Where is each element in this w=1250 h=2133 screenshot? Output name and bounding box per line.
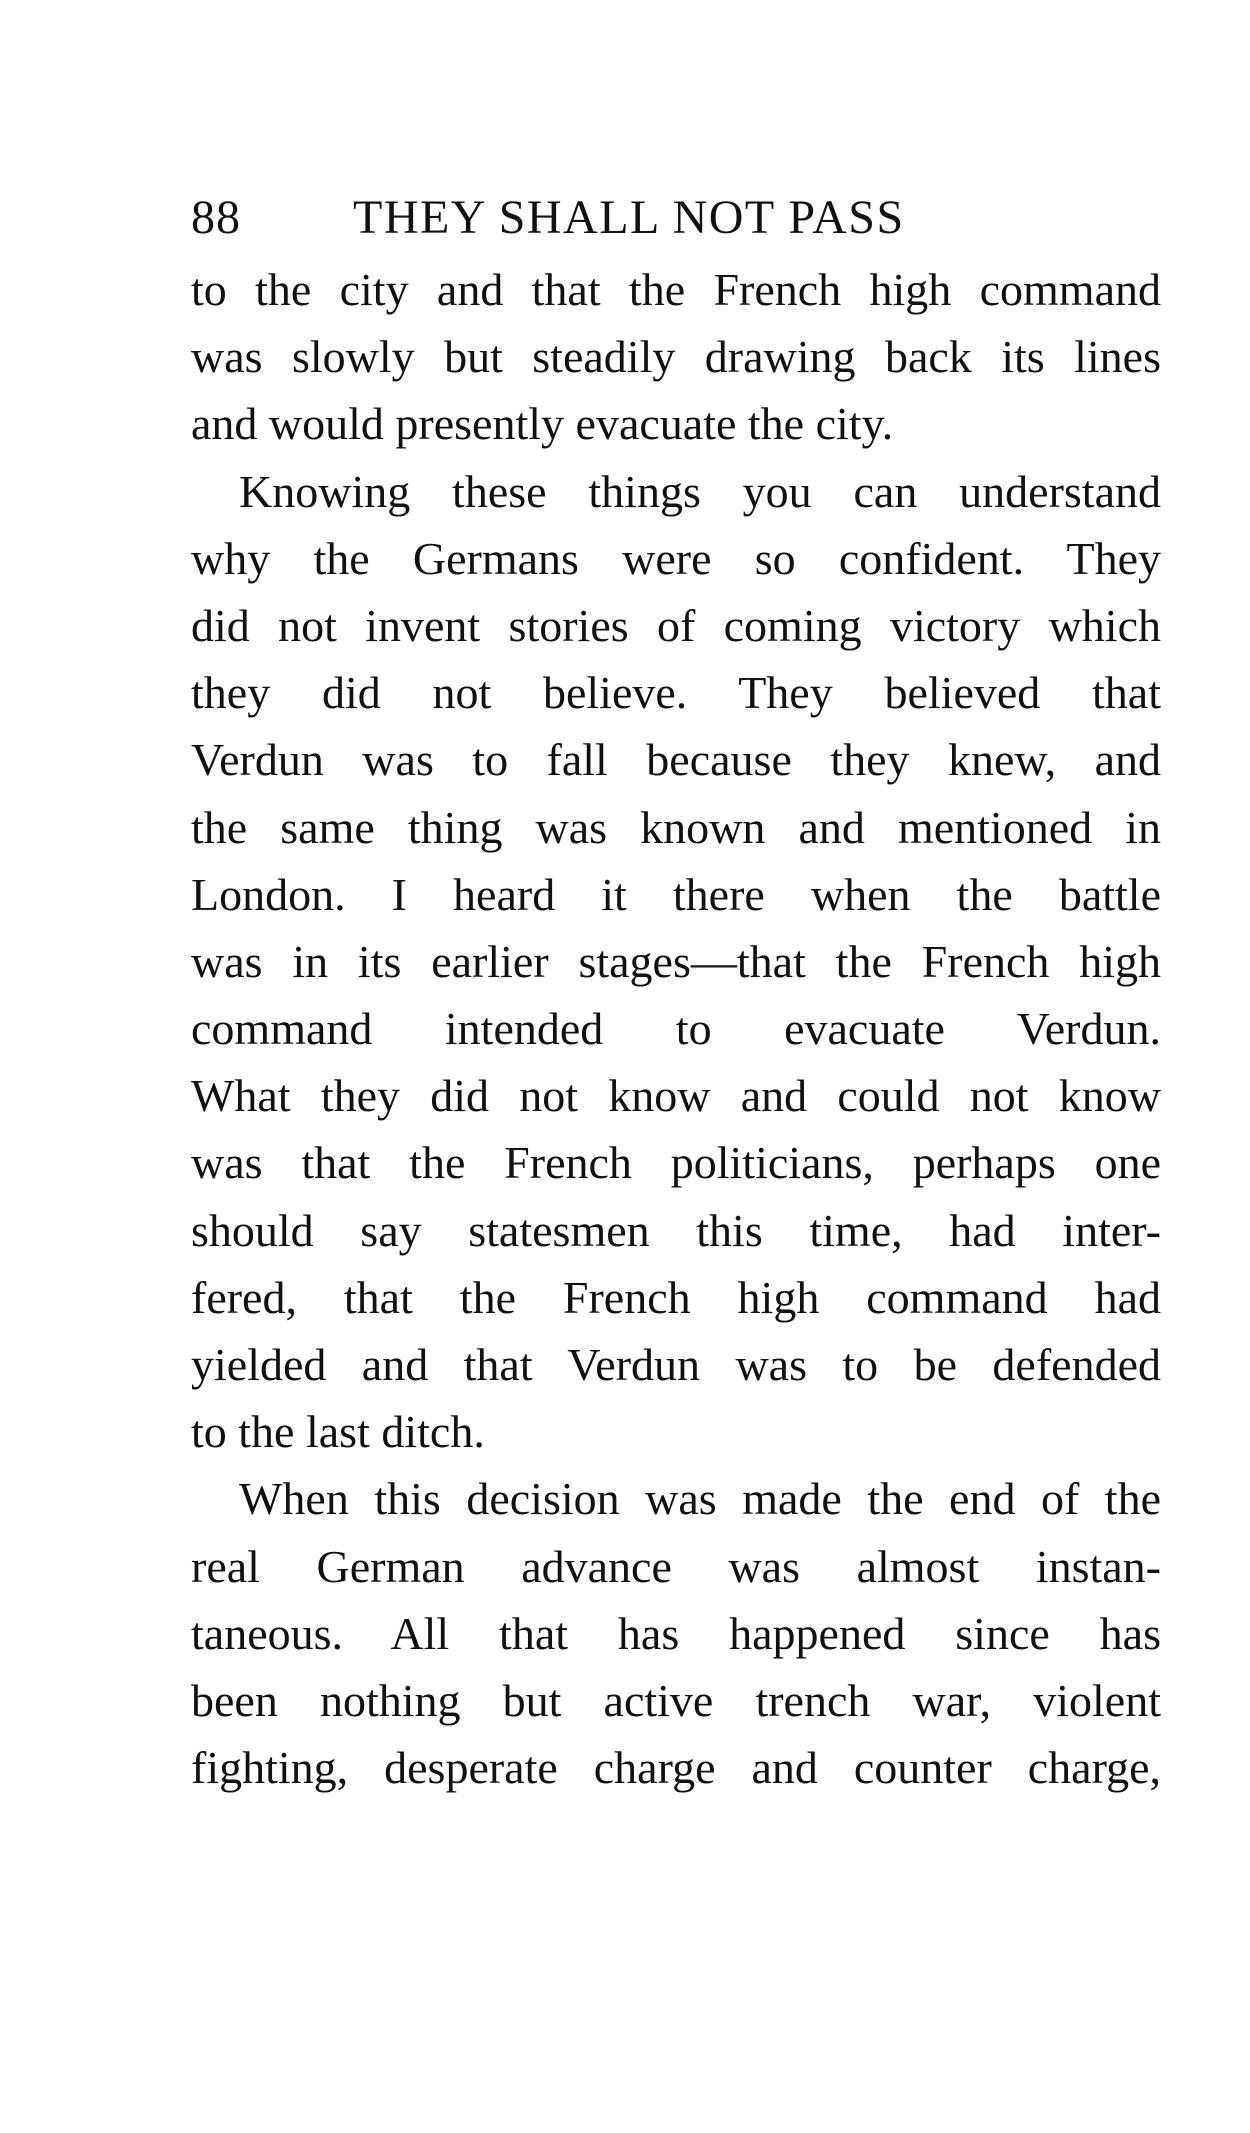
text-line: real German advance was almost instan- bbox=[191, 1540, 1161, 1592]
text-line: Knowing these things you can understand bbox=[239, 465, 1161, 517]
text-line: should say statesmen this time, had inter- bbox=[191, 1204, 1161, 1256]
text-line: was that the French politicians, perhaps one bbox=[191, 1137, 1161, 1189]
text-line: London. I heard it there when the battle bbox=[191, 868, 1161, 920]
page-number: 88 bbox=[191, 191, 241, 244]
text-line: fighting, desperate charge and counter charge, bbox=[191, 1742, 1161, 1794]
text-line: was in its earlier stages—that the French high bbox=[191, 935, 1161, 987]
text-line: they did not believe. They believed that bbox=[191, 667, 1161, 719]
text-line: the same thing was known and mentioned in bbox=[191, 801, 1161, 853]
text-line: was slowly but steadily drawing back its lines bbox=[191, 331, 1161, 383]
running-title: THEY SHALL NOT PASS bbox=[353, 191, 905, 244]
paragraph-1 bbox=[191, 256, 1161, 458]
text-line: and would presently evacuate the city. bbox=[191, 398, 894, 450]
body-text bbox=[191, 256, 1161, 1801]
text-line: been nothing but active trench war, violent bbox=[191, 1674, 1161, 1726]
text-line: fered, that the French high command had bbox=[191, 1271, 1161, 1323]
text-line: to the last ditch. bbox=[191, 1406, 485, 1458]
running-head bbox=[191, 188, 1161, 248]
paragraph-2 bbox=[191, 458, 1161, 1466]
text-line: Verdun was to fall because they knew, and bbox=[191, 734, 1161, 786]
text-line: to the city and that the French high command bbox=[191, 264, 1161, 315]
text-line: What they did not know and could not know bbox=[191, 1070, 1161, 1122]
text-line: command intended to evacuate Verdun. bbox=[191, 1003, 1161, 1055]
paragraph-3 bbox=[191, 1465, 1161, 1801]
text-line: taneous. All that has happened since has bbox=[191, 1607, 1161, 1659]
book-page bbox=[191, 188, 1161, 1801]
text-line: yielded and that Verdun was to be defended bbox=[191, 1339, 1161, 1390]
text-line: When this decision was made the end of the bbox=[239, 1473, 1161, 1525]
text-line: did not invent stories of coming victory which bbox=[191, 599, 1161, 651]
text-line: why the Germans were so confident. They bbox=[191, 532, 1161, 584]
